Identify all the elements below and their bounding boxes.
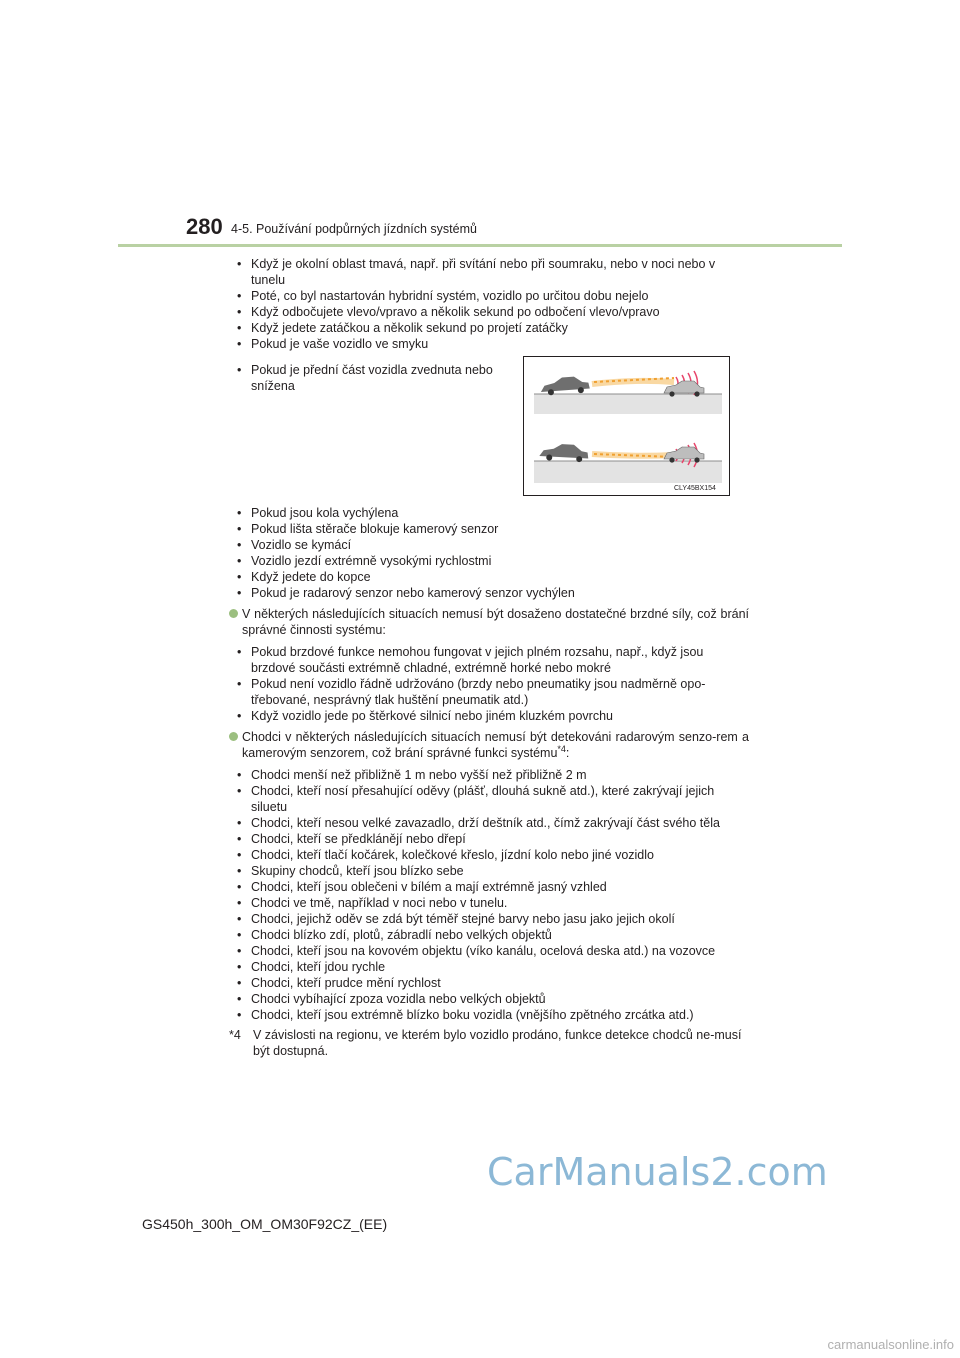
footnote-ref: *4 [557, 743, 566, 754]
list-item: • Pokud je radarový senzor nebo kamerový senzor vychýlen [237, 586, 575, 600]
list-item: • Pokud lišta stěrače blokuje kamerový senzor [237, 522, 499, 536]
list-item: • Když jedete zatáčkou a několik sekund po projetí zatáčky [237, 321, 568, 335]
list-item: • Když vozidlo jede po štěrkové silnicí nebo jiném kluzkém povrchu [237, 709, 613, 723]
figure-row [229, 356, 749, 496]
bullet-dot-icon [229, 609, 238, 618]
footnote [229, 1027, 749, 1059]
list-item: • Chodci, kteří tlačí kočárek, kolečkové křeslo, jízdní kolo nebo jiné vozidlo [237, 848, 654, 862]
list-item: • Když jedete do kopce [237, 570, 371, 584]
brake-section [229, 606, 749, 724]
list-item: • Chodci vybíhající zpoza vozidla nebo velkých objektů [237, 992, 546, 1006]
list-item: • Chodci, kteří nosí přesahující oděvy (plášť, dlouhá sukně atd.), které zakrývají jejich siluetu [237, 784, 715, 814]
list-item: • Chodci menší než přibližně 1 m nebo vyšší než přibližně 2 m [237, 768, 587, 782]
bullet-dot-icon [229, 732, 238, 741]
list-item: • Chodci, kteří jsou oblečeni v bílém a mají extrémně jasný vzhled [237, 880, 607, 894]
list-item: • Chodci, kteří se předklánějí nebo dřepí [237, 832, 466, 846]
pedestrian-intro: Chodci v některých následujících situacích nemusí být detekováni radarovým senzo-rem a kamerovým senzorem, což brání správné funkci systému$^{*4}$: [229, 729, 749, 761]
section-title: 4-5. Používání podpůrných jízdních systémů [231, 222, 477, 236]
watermark-logo: CarManuals2.com [487, 1150, 828, 1194]
watermark-text: carmanualsonline.info [827, 1337, 954, 1352]
footnote-mark: *4 [229, 1028, 241, 1042]
document-code: GS450h_300h_OM_OM30F92CZ_(EE) [142, 1216, 388, 1232]
figure-code: CLY45BX154 [674, 485, 716, 492]
list-item: • Chodci, kteří jsou na kovovém objektu (víko kanálu, ocelová deska atd.) na vozovce [237, 944, 716, 958]
list-item: • Když odbočujete vlevo/vpravo a několik sekund po odbočení vlevo/vpravo [237, 305, 660, 319]
list-item: • Poté, co byl nastartován hybridní systém, vozidlo po určitou dobu nejelo [237, 289, 649, 303]
pedestrian-list [229, 767, 749, 1023]
brake-intro: V některých následujících situacích nemusí být dosaženo dostatečné brzdné síly, což brání správné činnosti systému: [229, 606, 749, 638]
list-item: • Chodci, kteří jdou rychle [237, 960, 386, 974]
list-item: • Pokud je přední část vozidla zvednuta nebo snížena [237, 363, 493, 393]
list-item: • Chodci, kteří prudce mění rychlost [237, 976, 441, 990]
list-item: • Chodci, jejichž oděv se zdá být téměř stejné barvy nebo jasu jako jejich okolí [237, 912, 675, 926]
list-item: • Vozidlo jezdí extrémně vysokými rychlostmi [237, 554, 492, 568]
list-item: • Chodci ve tmě, například v noci nebo v tunelu. [237, 896, 508, 910]
list-item: • Chodci, kteří nesou velké zavazadlo, drží deštník atd., čímž zakrývají část svého těla [237, 816, 720, 830]
footnote-text: V závislosti na regionu, ve kterém bylo vozidlo prodáno, funkce detekce chodců ne-musí být dostupná. [253, 1028, 742, 1058]
page-number: 280 [186, 214, 223, 239]
brake-list [229, 644, 749, 724]
pedestrian-section [229, 729, 749, 1023]
list-item: • Pokud brzdové funkce nemohou fungovat v jejich plném rozsahu, např., když jsou brzdové součásti extrémně chladné, extrémně horké nebo mokré [237, 645, 704, 675]
conditions-list-c [229, 505, 749, 601]
list-item: • Chodci, kteří jsou extrémně blízko boku vozidla (vnějšího zpětného zrcátka atd.) [237, 1008, 694, 1022]
list-item: • Pokud jsou kola vychýlena [237, 506, 399, 520]
list-item: • Vozidlo se kymácí [237, 538, 352, 552]
main-content [229, 256, 749, 1059]
list-item: • Chodci blízko zdí, plotů, zábradlí nebo velkých objektů [237, 928, 552, 942]
header-rule [118, 244, 842, 247]
list-item: • Když je okolní oblast tmavá, např. při svítání nebo při soumraku, nebo v noci nebo v tunelu [237, 257, 716, 287]
conditions-list-a [229, 256, 749, 352]
vehicle-pitch-illustration [523, 356, 730, 496]
list-item: • Pokud je vaše vozidlo ve smyku [237, 337, 429, 351]
list-item: • Skupiny chodců, kteří jsou blízko sebe [237, 864, 464, 878]
list-item: • Pokud není vozidlo řádně udržováno (brzdy nebo pneumatiky jsou nadměrně opo-třebované, nesprávný tlak huštění pneumatik atd.) [237, 677, 706, 707]
radar-diagram [524, 357, 729, 495]
